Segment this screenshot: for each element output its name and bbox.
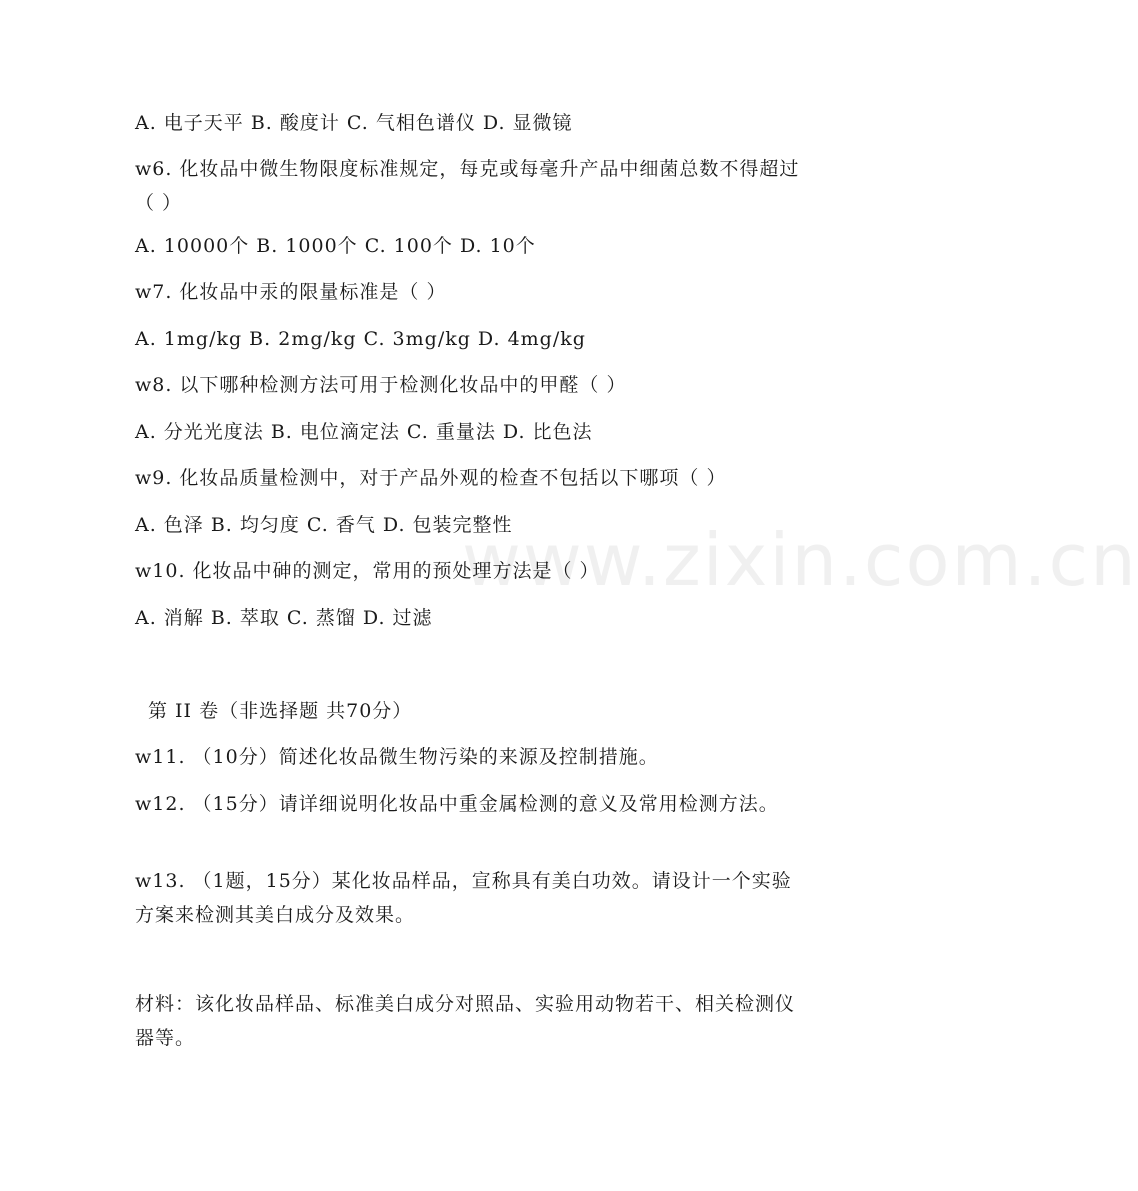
question-w7: w7. 化妆品中汞的限量标准是（ ） — [135, 281, 447, 303]
watermark-text: www.zixin.com.cn — [462, 518, 1138, 602]
q5-options: A. 电子天平 B. 酸度计 C. 气相色谱仪 D. 显微镜 — [135, 112, 573, 134]
q8-options: A. 分光光度法 B. 电位滴定法 C. 重量法 D. 比色法 — [135, 421, 593, 443]
question-w9: w9. 化妆品质量检测中，对于产品外观的检查不包括以下哪项（ ） — [135, 467, 727, 489]
question-w6: w6. 化妆品中微生物限度标准规定，每克或每毫升产品中细菌总数不得超过（ ） — [135, 158, 800, 214]
q10-options: A. 消解 B. 萃取 C. 蒸馏 D. 过滤 — [135, 607, 433, 629]
question-w12: w12. （15分）请详细说明化妆品中重金属检测的意义及常用检测方法。 — [135, 793, 779, 815]
q6-options: A. 10000个 B. 1000个 C. 100个 D. 10个 — [135, 235, 536, 257]
q7-options: A. 1mg/kg B. 2mg/kg C. 3mg/kg D. 4mg/kg — [135, 328, 586, 350]
materials-text: 材料：该化妆品样品、标准美白成分对照品、实验用动物若干、相关检测仪器等。 — [135, 993, 796, 1049]
question-w10: w10. 化妆品中砷的测定，常用的预处理方法是（ ） — [135, 560, 600, 582]
question-w11: w11. （10分）简述化妆品微生物污染的来源及控制措施。 — [135, 746, 659, 768]
q9-options: A. 色泽 B. 均匀度 C. 香气 D. 包装完整性 — [135, 514, 513, 536]
question-w13: w13. （1题，15分）某化妆品样品，宣称具有美白功效。请设计一个实验方案来检测其美白成分及效果。 — [135, 870, 792, 926]
section-heading: 第 II 卷（非选择题 共70分） — [148, 700, 413, 722]
question-w8: w8. 以下哪种检测方法可用于检测化妆品中的甲醛（ ） — [135, 374, 627, 396]
